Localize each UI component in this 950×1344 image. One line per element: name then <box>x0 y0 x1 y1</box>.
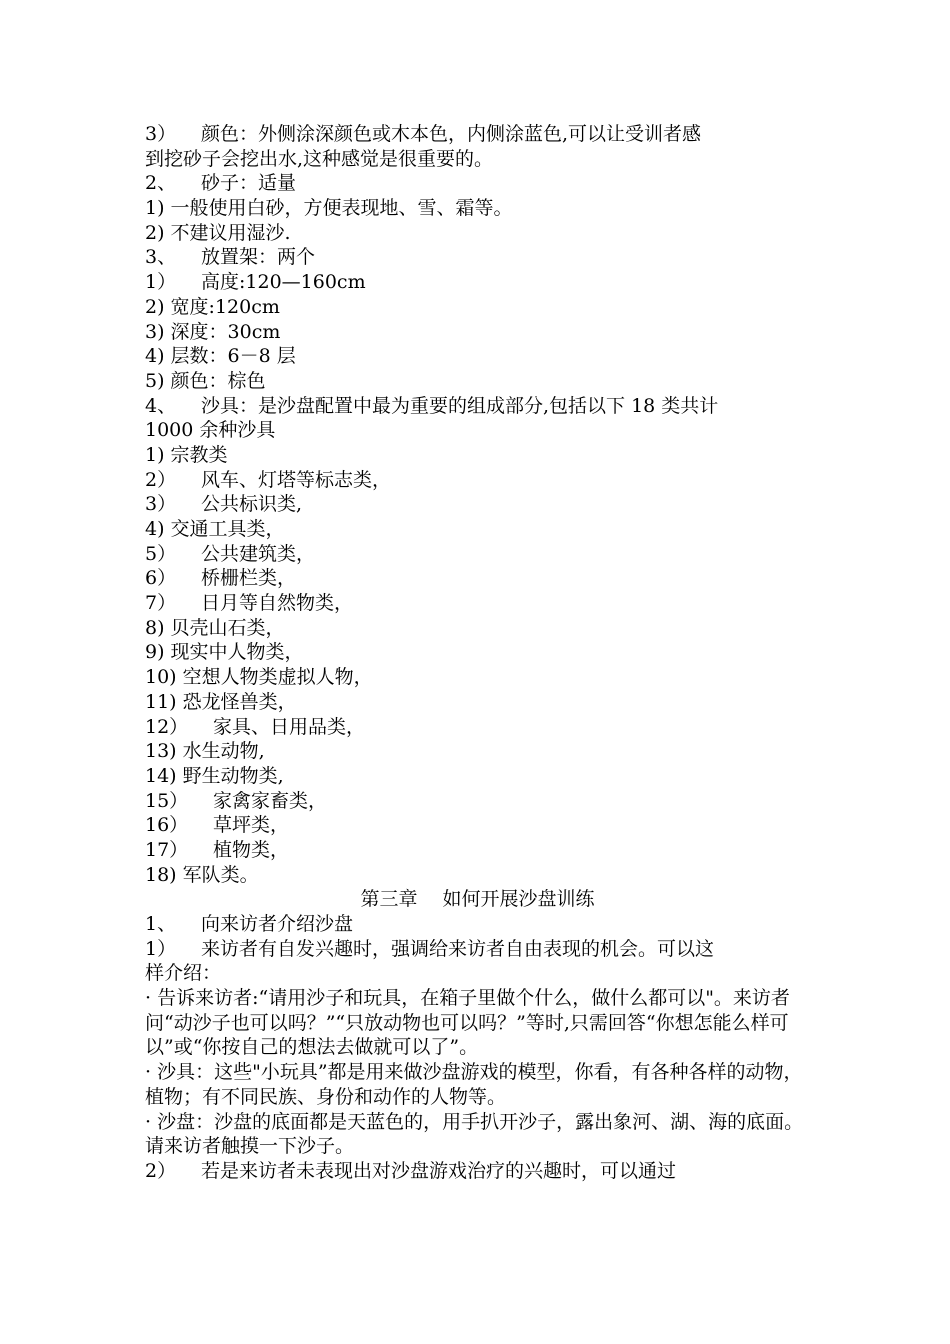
list-number: 1） <box>145 937 177 960</box>
list-number: 2） <box>145 468 177 491</box>
list-number: 1、 <box>145 913 177 936</box>
text-line <box>145 1159 810 1184</box>
line-text: 若是来访者未表现出对沙盘游戏治疗的兴趣时，可以通过 <box>201 1160 677 1182</box>
line-text: 样介绍： <box>145 962 222 985</box>
line-text: 沙具：是沙盘配置中最为重要的组成部分,包括以下 18 类共计 <box>201 394 719 417</box>
text-line <box>145 739 810 764</box>
line-text: 向来访者介绍沙盘 <box>201 913 354 936</box>
line-text: 植物类， <box>213 838 290 861</box>
list-number: 1） <box>145 271 177 294</box>
text-line <box>145 394 810 419</box>
equipment-list <box>145 122 810 887</box>
line-text: 到挖砂子会挖出水,这种感觉是很重要的。 <box>145 147 494 170</box>
line-text: 14) 野生动物类, <box>145 764 284 787</box>
text-line <box>145 147 810 172</box>
text-line <box>145 640 810 665</box>
list-number: 17） <box>145 838 189 861</box>
line-text: 家禽家畜类， <box>213 789 328 812</box>
text-line <box>145 344 810 369</box>
line-text: 放置架：两个 <box>201 246 316 269</box>
document-page <box>145 122 810 1184</box>
text-line <box>145 789 810 814</box>
text-line <box>145 813 810 838</box>
last-line-block <box>145 1159 810 1184</box>
line-text: 4) 交通工具类， <box>145 518 285 540</box>
intro-section <box>145 912 810 986</box>
text-line <box>145 196 810 221</box>
paragraph: · 告诉来访者:“请用沙子和玩具，在箱子里做个什么，做什么都可以"。来访者问“动沙子也可以吗？”“只放动物也可以吗？”等时,只需回答“你想怎能么样可以”或“你按自己的想法去做就可以了”。 <box>145 987 790 1059</box>
paragraph: · 沙具：这些"小玩具”都是用来做沙盘游戏的模型，你看，有各种各样的动物，植物；有不同民族、身份和动作的人物等。 <box>145 1061 803 1108</box>
list-number: 3） <box>145 493 177 516</box>
text-line <box>145 838 810 863</box>
text-line <box>145 443 810 468</box>
line-text: 3) 深度：30cm <box>145 320 281 343</box>
line-text: 公共标识类, <box>201 493 303 516</box>
line-text: 11) 恐龙怪兽类， <box>145 690 297 713</box>
line-text: 公共建筑类， <box>201 542 316 565</box>
text-line <box>145 616 810 641</box>
paragraph: · 沙盘：沙盘的底面都是天蓝色的，用手扒开沙子，露出象河、湖、海的底面。请来访者触摸一下沙子。 <box>145 1110 804 1158</box>
line-text: 日月等自然物类， <box>201 592 354 615</box>
text-line <box>145 369 810 394</box>
text-line <box>145 245 810 270</box>
line-text: 5) 颜色：棕色 <box>145 369 266 392</box>
line-text: 2) 不建议用湿沙. <box>145 221 291 244</box>
list-number: 5） <box>145 542 177 565</box>
text-line <box>145 542 810 567</box>
list-number: 12） <box>145 715 189 738</box>
list-number: 15） <box>145 789 189 812</box>
list-number: 6） <box>145 567 177 590</box>
intro-paragraphs <box>145 986 810 1159</box>
line-text: 18) 军队类。 <box>145 863 259 886</box>
text-line <box>145 566 810 591</box>
text-line <box>145 492 810 517</box>
text-line <box>145 863 810 888</box>
text-line <box>145 665 810 690</box>
text-line <box>145 715 810 740</box>
line-text: 家具、日用品类， <box>213 715 366 738</box>
line-text: 8) 贝壳山石类， <box>145 616 285 639</box>
text-line <box>145 937 810 962</box>
line-text: 风车、灯塔等标志类， <box>201 468 392 491</box>
text-line <box>145 517 810 542</box>
line-text: 来访者有自发兴趣时，强调给来访者自由表现的机会。可以这 <box>201 937 715 960</box>
line-text: 13) 水生动物, <box>145 740 265 763</box>
line-text: 桥栅栏类， <box>201 567 297 590</box>
list-number: 3） <box>145 123 177 145</box>
text-line <box>145 418 810 443</box>
text-line <box>145 122 810 147</box>
text-line <box>145 961 810 986</box>
text-line <box>145 295 810 320</box>
text-line <box>145 270 810 295</box>
line-text: 1000 余种沙具 <box>145 419 276 442</box>
list-number: 2） <box>145 1160 177 1182</box>
line-text: 砂子：适量 <box>201 172 297 195</box>
line-text: 高度:120—160cm <box>201 271 366 294</box>
line-text: 10) 空想人物类虚拟人物， <box>145 666 373 689</box>
line-text: 1) 一般使用白砂，方便表现地、雪、霜等。 <box>145 197 513 220</box>
text-line <box>145 912 810 937</box>
line-text: 2) 宽度:120cm <box>145 295 280 318</box>
chapter-heading: 第三章 如何开展沙盘训练 <box>360 888 595 911</box>
list-number: 7） <box>145 592 177 615</box>
text-line <box>145 468 810 493</box>
line-text: 草坪类， <box>213 814 290 837</box>
line-text: 9) 现实中人物类， <box>145 641 304 664</box>
line-text: 4) 层数：6－8 层 <box>145 345 296 368</box>
text-line <box>145 320 810 345</box>
list-number: 2、 <box>145 172 177 195</box>
text-line <box>145 221 810 246</box>
list-number: 16） <box>145 814 189 837</box>
text-line <box>145 591 810 616</box>
line-text: 1) 宗教类 <box>145 443 228 466</box>
text-line <box>145 764 810 789</box>
list-number: 4、 <box>145 394 177 417</box>
text-line <box>145 171 810 196</box>
line-text: 颜色：外侧涂深颜色或木本色，内侧涂蓝色,可以让受训者感 <box>201 123 702 145</box>
list-number: 3、 <box>145 246 177 269</box>
text-line <box>145 690 810 715</box>
